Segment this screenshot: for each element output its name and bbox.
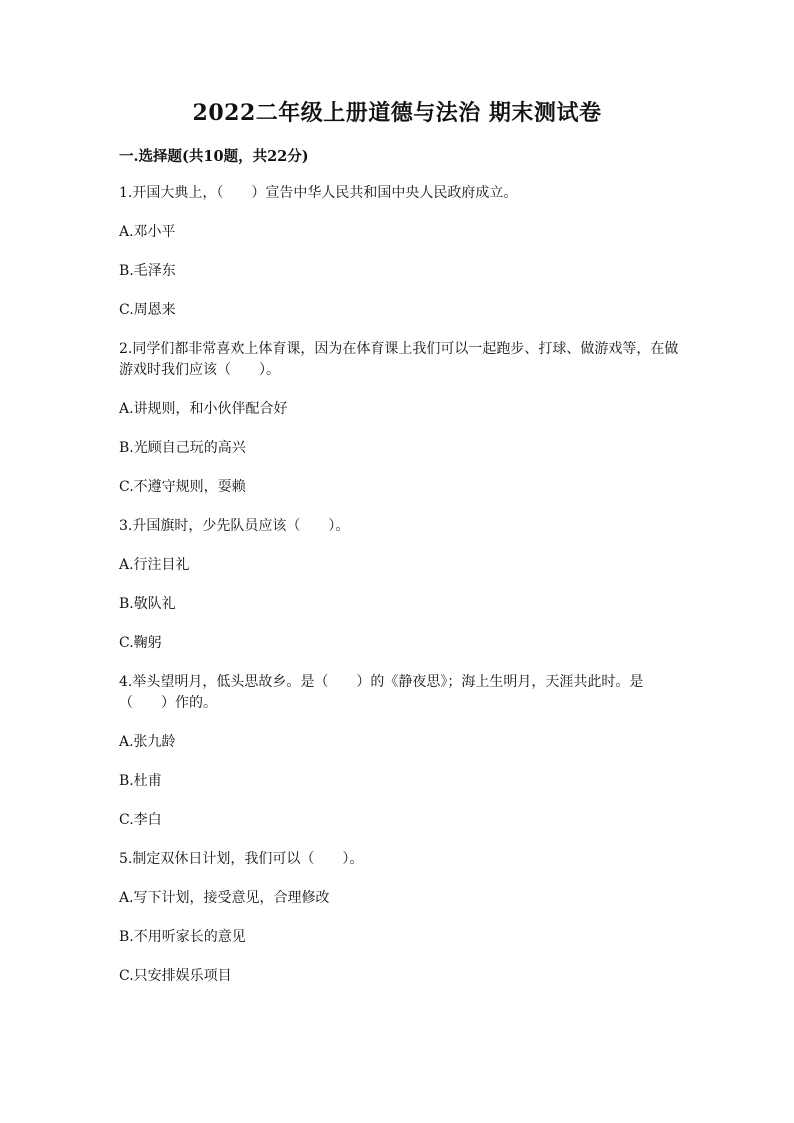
question-stem: 4.举头望明月，低头思故乡。是（ ）的《静夜思》；海上生明月，天涯共此时。是（ ）作的。 bbox=[119, 674, 644, 711]
option-c: C.周恩来 bbox=[119, 302, 176, 318]
question-stem: 1.开国大典上，（ ）宣告中华人民共和国中央人民政府成立。 bbox=[119, 185, 518, 201]
question-stem: 5.制定双休日计划，我们可以（ ）。 bbox=[119, 851, 364, 867]
question-2 bbox=[119, 339, 679, 498]
option-b: B.杜甫 bbox=[119, 773, 162, 789]
option-a: A.行注目礼 bbox=[119, 557, 190, 573]
option-c: C.鞠躬 bbox=[119, 635, 162, 651]
option-a: A.邓小平 bbox=[119, 224, 176, 240]
question-stem: 3.升国旗时，少先队员应该（ ）。 bbox=[119, 518, 350, 534]
option-b: B.毛泽东 bbox=[119, 263, 176, 279]
section-heading: 一.选择题(共10题，共22分) bbox=[119, 148, 309, 165]
option-c: C.李白 bbox=[119, 812, 162, 828]
question-4 bbox=[119, 672, 679, 831]
exam-title: 2022二年级上册道德与法治 期末测试卷 bbox=[192, 100, 602, 126]
option-c: C.只安排娱乐项目 bbox=[119, 968, 232, 984]
question-5 bbox=[119, 849, 679, 987]
option-b: B.不用听家长的意见 bbox=[119, 929, 246, 945]
option-c: C.不遵守规则，耍赖 bbox=[119, 479, 246, 495]
option-a: A.张九龄 bbox=[119, 734, 176, 750]
option-a: A.写下计划，接受意见，合理修改 bbox=[119, 890, 330, 906]
option-a: A.讲规则，和小伙伴配合好 bbox=[119, 401, 288, 417]
option-b: B.敬队礼 bbox=[119, 596, 176, 612]
question-stem: 2.同学们都非常喜欢上体育课，因为在体育课上我们可以一起跑步、打球、做游戏等，在做游戏时我们应该（ ）。 bbox=[119, 341, 679, 378]
question-3 bbox=[119, 516, 679, 654]
option-b: B.光顾自己玩的高兴 bbox=[119, 440, 246, 456]
question-list bbox=[119, 183, 679, 1005]
question-1 bbox=[119, 183, 679, 321]
